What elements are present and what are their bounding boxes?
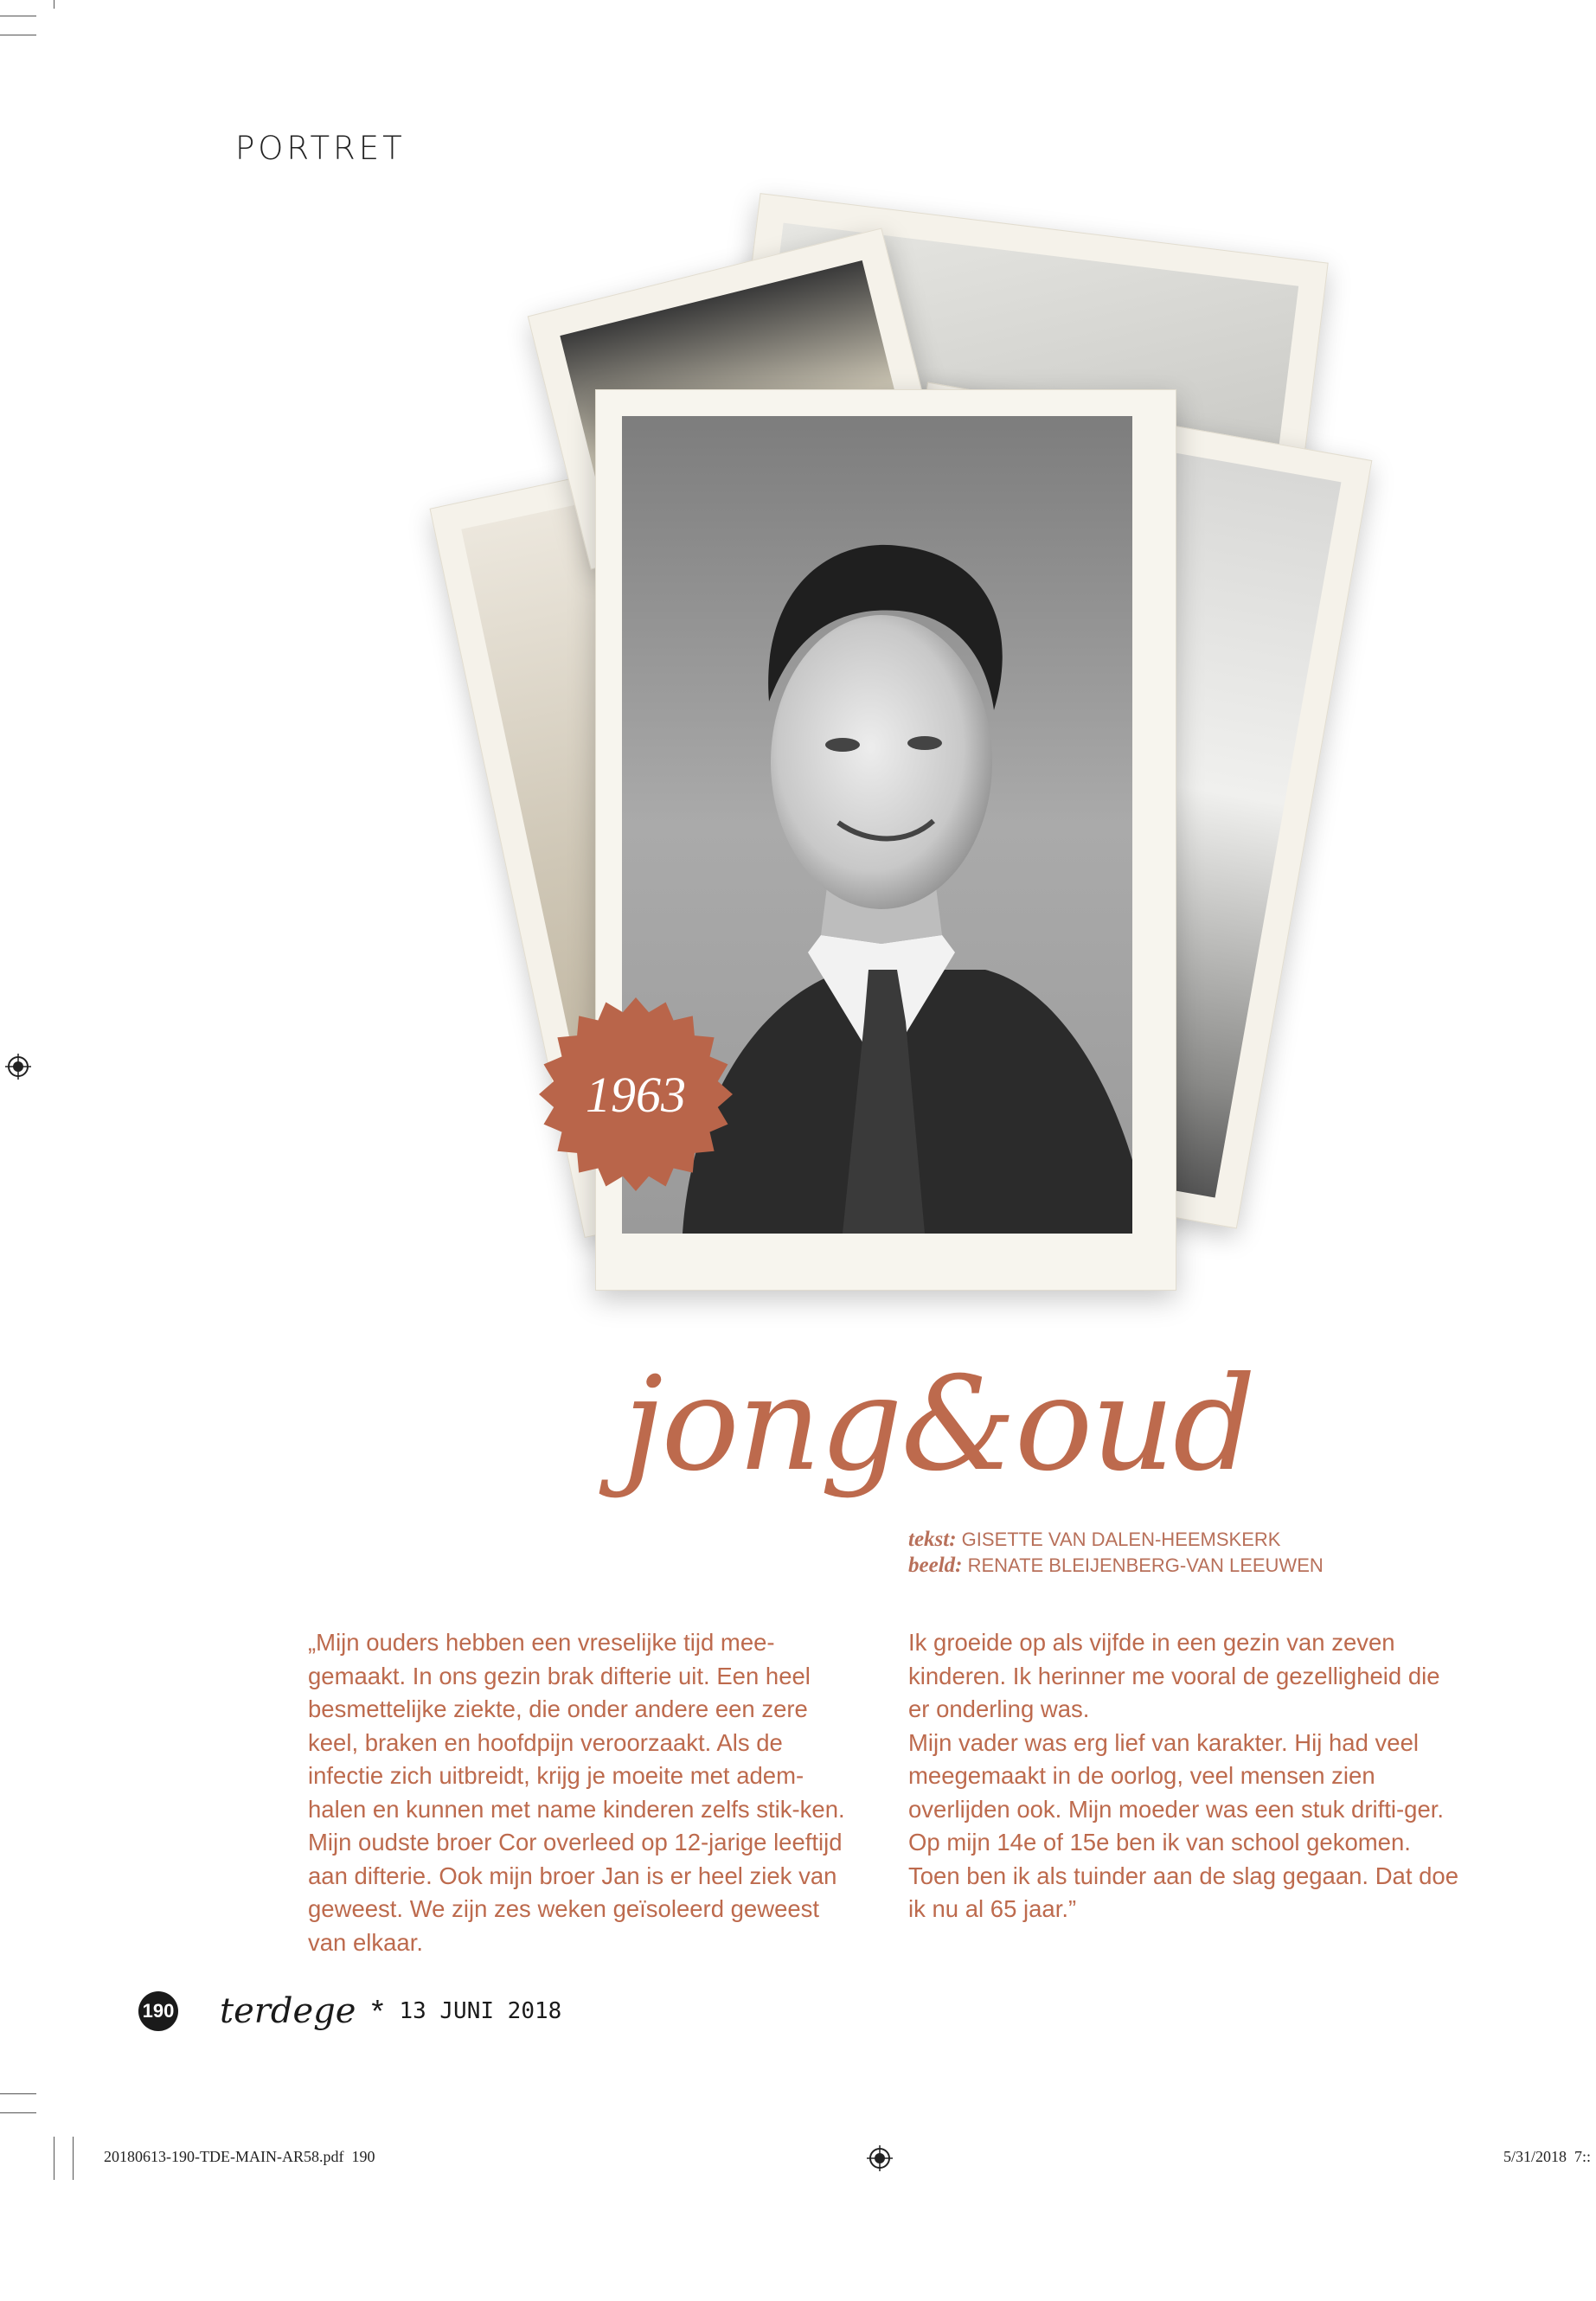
credits [908, 1527, 1324, 1579]
magazine-name: terdege [220, 1991, 356, 2031]
separator-icon: * [371, 1993, 384, 2029]
print-slug [104, 2148, 375, 2166]
slug-time: 7:: [1574, 2148, 1592, 2165]
paragraph: Mijn vader was erg lief van karakter. Hij had veel meegemaakt in de oorlog, veel mensen zien overlijden ook. Mijn moeder was een stuk drifti-ger. [908, 1728, 1445, 1823]
page-number: 190 [138, 1991, 178, 2031]
article-column-left [308, 1626, 862, 1959]
section-label: PORTRET [235, 130, 406, 167]
year-badge-text: 1963 [586, 1066, 686, 1123]
crop-mark [0, 2093, 36, 2094]
crop-mark [73, 2137, 74, 2180]
print-slug-date [1503, 2148, 1591, 2166]
credit-image-label: beeld: [908, 1554, 963, 1577]
slug-file: 20180613-190-TDE-MAIN-AR58.pdf [104, 2148, 344, 2165]
credit-image-name: RENATE BLEIJENBERG-VAN LEEUWEN [967, 1554, 1324, 1576]
article-column-right [908, 1626, 1462, 1926]
paragraph: Op mijn 14e of 15e ben ik van school gekomen. Toen ben ik als tuinder aan de slag gegaan. Dat doe ik nu al 65 jaar.” [908, 1829, 1459, 1922]
slug-date: 5/31/2018 [1503, 2148, 1567, 2165]
slug-page: 190 [351, 2148, 375, 2165]
year-badge [536, 995, 735, 1194]
page-footer [138, 1990, 561, 2033]
registration-mark-icon [867, 2145, 893, 2171]
registration-mark-icon [5, 1054, 31, 1080]
paragraph: „Mijn ouders hebben een vreselijke tijd mee-gemaakt. In ons gezin brak difterie uit. Een heel besmettelijke ziekte, die onder andere een zere keel, braken en hoofdpijn veroorzaakt. Als de infectie zich uitbreidt, krijg je moeite met adem-halen en kunnen met name kinderen zelfs stik-ken. Mijn oudste broer Cor overleed op 12-jarige leeftijd aan difterie. Ook mijn broer Jan is er heel ziek van geweest. We zijn zes weken geïsoleerd geweest van elkaar. [308, 1629, 845, 1956]
crop-mark [0, 2112, 36, 2113]
credit-image [908, 1553, 1324, 1579]
paragraph: Ik groeide op als vijfde in een gezin van zeven kinderen. Ik herinner me vooral de gezelligheid die er onderling was. [908, 1629, 1440, 1722]
credit-text-label: tekst: [908, 1528, 957, 1551]
issue-date: 13 JUNI 2018 [399, 1998, 562, 2024]
credit-text [908, 1527, 1324, 1553]
credit-text-name: GISETTE VAN DALEN-HEEMSKERK [961, 1529, 1281, 1550]
article-title: jong&oud [623, 1349, 1254, 1500]
